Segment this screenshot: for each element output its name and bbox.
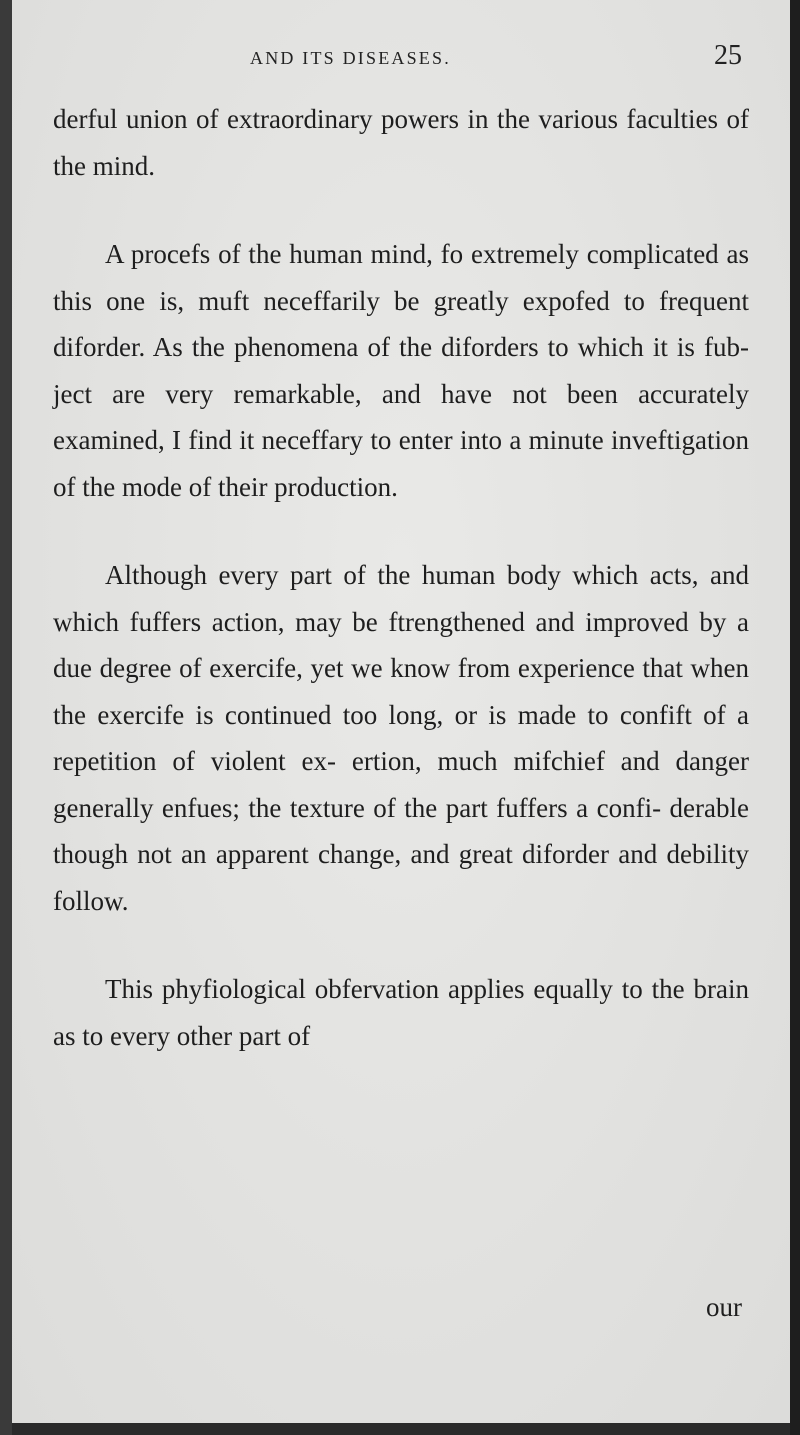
paragraph-continued: derful union of extraordinary powers in the various faculties of the mind. — [53, 104, 749, 181]
book-page — [12, 0, 790, 1423]
catchword: our — [706, 1292, 742, 1322]
scan-edge-left — [0, 0, 12, 1435]
running-head: AND ITS DISEASES. — [250, 48, 451, 68]
paragraph: This phyfiological obfervation applies equally to the brain as to every other part of — [53, 974, 749, 1051]
body-text — [53, 96, 749, 1059]
paragraph: A procefs of the human mind, fo extremely complicated as this one is, muft neceffarily be greatly expofed to frequent diforder. As the phenomena of the diforders to which it is fub- ject are very remarkable, and have not been accurately examined, I find it neceffary to enter into a minute inveftigation of the mode of their production. — [53, 239, 749, 502]
paragraph: Although every part of the human body which acts, and which fuffers action, may be ftrengthened and improved by a due degree of exercife, yet we know from experience that when the exercife is continued too long, or is made to confift of a repetition of violent ex- ertion, much mifchief and danger generally enfues; the texture of the part fuffers a confi- derable though not an apparent change, and great diforder and debility follow. — [53, 560, 749, 916]
page-header — [12, 40, 790, 84]
page-number: 25 — [714, 40, 742, 71]
scan-edge-right — [790, 0, 800, 1435]
